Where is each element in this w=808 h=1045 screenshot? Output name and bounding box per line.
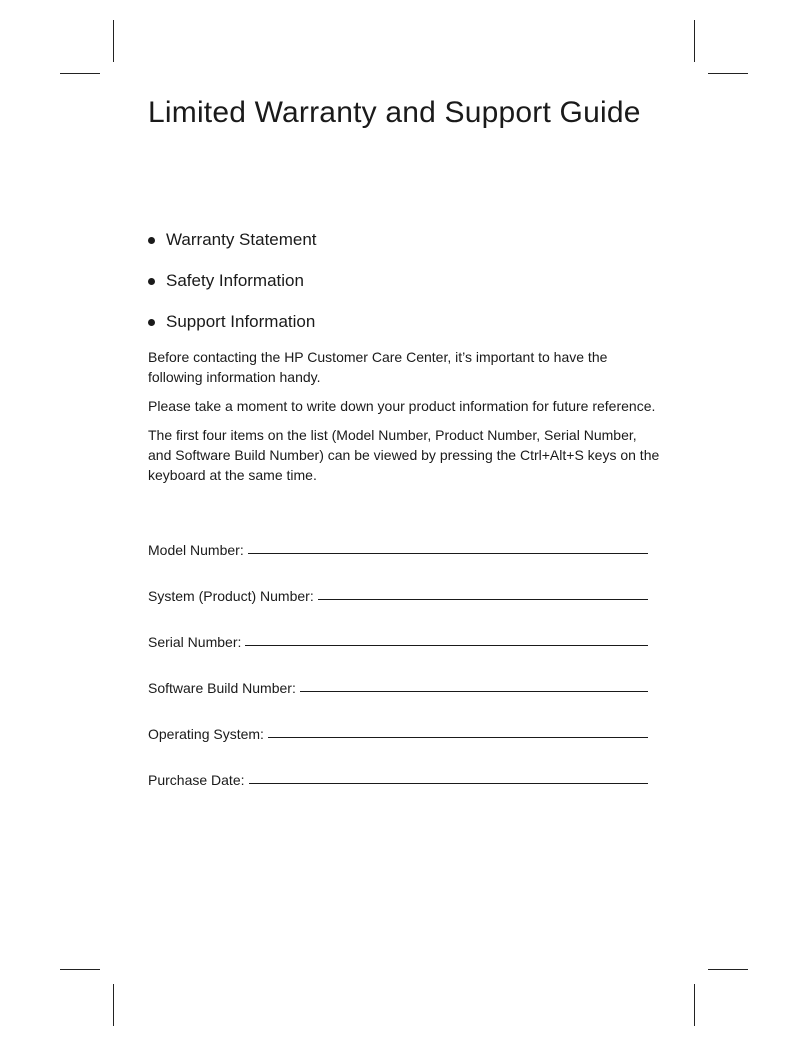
fill-in-line xyxy=(248,553,648,554)
topic-item xyxy=(148,226,668,254)
field-label: Purchase Date: xyxy=(148,772,245,788)
topic-item xyxy=(148,308,668,336)
intro-text xyxy=(148,347,662,494)
bullet-icon xyxy=(148,319,155,326)
crop-mark-top-right-vertical xyxy=(694,20,695,62)
crop-mark-top-left-vertical xyxy=(113,20,114,62)
crop-mark-bottom-left-vertical xyxy=(113,984,114,1026)
crop-mark-bottom-right-vertical xyxy=(694,984,695,1026)
paragraph: The first four items on the list (Model Number, Product Number, Serial Number, and Software Build Number) can be viewed by pressing the Ctrl+Alt+S keys on the keyboard at the same time. xyxy=(148,427,660,483)
field-label: System (Product) Number: xyxy=(148,588,314,604)
field-label: Model Number: xyxy=(148,542,244,558)
topic-item xyxy=(148,267,668,295)
crop-mark-bottom-left-horizontal xyxy=(60,969,100,970)
paragraph: Please take a moment to write down your product information for future reference. xyxy=(148,398,656,414)
bullet-icon xyxy=(148,278,155,285)
form-field-system-number xyxy=(148,582,648,604)
crop-mark-top-left-horizontal xyxy=(60,73,100,74)
form-field-software-build-number xyxy=(148,674,648,696)
form-field-operating-system xyxy=(148,720,648,742)
topic-list xyxy=(148,226,668,349)
topic-label: Warranty Statement xyxy=(166,230,317,249)
form-field-serial-number xyxy=(148,628,648,650)
bullet-icon xyxy=(148,237,155,244)
crop-mark-top-right-horizontal xyxy=(708,73,748,74)
form-field-model-number xyxy=(148,536,648,558)
page-title: Limited Warranty and Support Guide xyxy=(148,96,641,129)
topic-label: Safety Information xyxy=(166,271,304,290)
topic-label: Support Information xyxy=(166,312,316,331)
crop-mark-bottom-right-horizontal xyxy=(708,969,748,970)
fill-in-line xyxy=(268,737,648,738)
field-label: Software Build Number: xyxy=(148,680,296,696)
fill-in-line xyxy=(245,645,648,646)
form-field-purchase-date xyxy=(148,766,648,788)
fill-in-line xyxy=(249,783,649,784)
field-label: Operating System: xyxy=(148,726,264,742)
paragraph: Before contacting the HP Customer Care Center, it’s important to have the following information handy. xyxy=(148,349,608,385)
field-label: Serial Number: xyxy=(148,634,242,650)
fill-in-line xyxy=(318,599,648,600)
fill-in-line xyxy=(300,691,648,692)
product-info-form xyxy=(148,536,648,812)
